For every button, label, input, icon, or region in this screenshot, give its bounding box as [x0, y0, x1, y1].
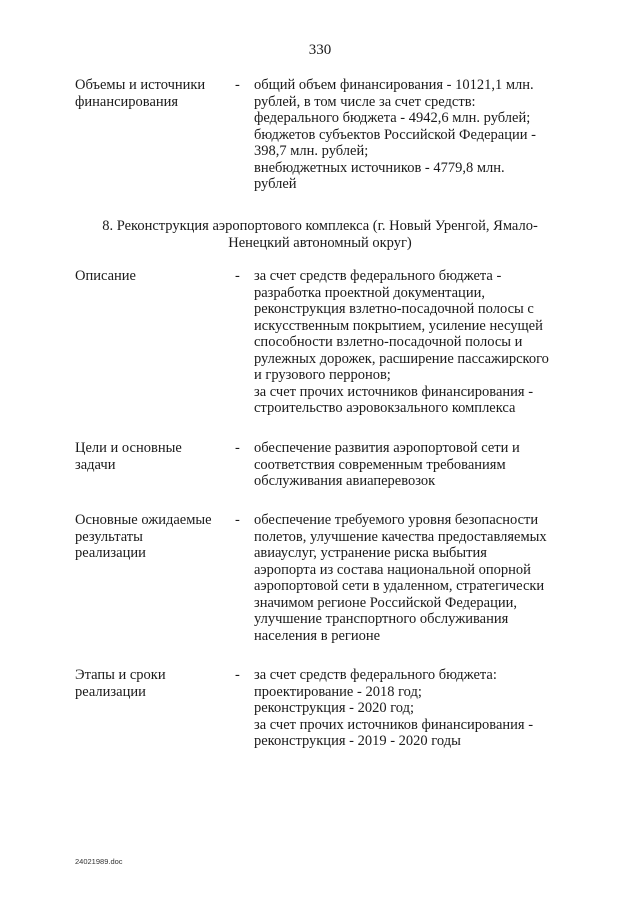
- desc-line: строительство аэровокзального комплекса: [254, 400, 516, 416]
- desc-line: общий объем финансирования - 10121,1 млн.: [254, 77, 534, 93]
- page-number: 330: [308, 42, 332, 58]
- desc-line: за счет прочих источников финансирования -: [254, 383, 534, 400]
- row-dash: -: [235, 667, 240, 683]
- description-text: [254, 268, 574, 417]
- desc-line: реконструкция взлетно-посадочной полосы с: [254, 301, 534, 317]
- desc-line: за счет средств федерального бюджета:: [254, 667, 497, 683]
- desc-line: реконструкция - 2020 год;: [254, 700, 415, 716]
- term-line: результаты: [75, 528, 143, 545]
- desc-line: аэропорта из состава национальной опорной: [254, 561, 531, 578]
- desc-line: рублей, в том числе за счет средств:: [254, 93, 476, 110]
- description-term: [75, 268, 235, 285]
- term-line: Основные ожидаемые: [75, 512, 212, 528]
- term-line: финансирования: [75, 93, 179, 110]
- row-dash: -: [235, 77, 240, 93]
- desc-line: рулежных дорожек, расширение пассажирского: [254, 350, 549, 367]
- desc-line: бюджетов субъектов Российской Федерации -: [254, 126, 536, 143]
- desc-line: аэропортовой сети в удаленном, стратегически: [254, 578, 545, 594]
- desc-line: способности взлетно-посадочной полосы и: [254, 334, 523, 350]
- term-line: реализации: [75, 545, 146, 561]
- row-dash: -: [235, 440, 240, 456]
- section-title: [0, 218, 640, 252]
- desc-line: населения в регионе: [254, 627, 381, 644]
- term-line: реализации: [75, 683, 146, 700]
- term-line: Объемы и источники: [75, 77, 206, 93]
- desc-line: авиауслуг, устранение риска выбытия: [254, 545, 487, 561]
- desc-line: реконструкция - 2019 - 2020 годы: [254, 733, 461, 749]
- desc-line: обеспечение развития аэропортовой сети и: [254, 440, 520, 456]
- financing-description: [254, 77, 574, 193]
- desc-line: соответствия современным требованиям: [254, 456, 506, 473]
- goals-term: [75, 440, 235, 473]
- financing-term: [75, 77, 235, 110]
- desc-line: 398,7 млн. рублей;: [254, 143, 369, 159]
- section-title-line: 8. Реконструкция аэропортового комплекса (г. Новый Уренгой, Ямало-: [102, 218, 538, 234]
- goals-text: [254, 440, 574, 490]
- desc-line: за счет средств федерального бюджета -: [254, 268, 502, 284]
- row-dash: -: [235, 512, 240, 528]
- term-line: Цели и основные: [75, 440, 182, 456]
- desc-line: обеспечение требуемого уровня безопасности: [254, 512, 539, 528]
- desc-line: искусственным покрытием, усиление несущей: [254, 317, 543, 334]
- row-dash: -: [235, 268, 240, 284]
- stages-text: [254, 667, 574, 750]
- section-title-line: Ненецкий автономный округ): [228, 235, 412, 251]
- desc-line: и грузового перронов;: [254, 367, 391, 383]
- desc-line: федерального бюджета - 4942,6 млн. рублей;: [254, 110, 531, 126]
- expected-results-term: [75, 512, 235, 562]
- footer-file-name: 24021989.doc: [75, 857, 123, 866]
- expected-results-text: [254, 512, 574, 644]
- desc-line: значимом регионе Российской Федерации,: [254, 594, 517, 611]
- desc-line: внебюджетных источников - 4779,8 млн.: [254, 159, 505, 176]
- desc-line: проектирование - 2018 год;: [254, 683, 422, 700]
- term-line: Описание: [75, 268, 136, 284]
- desc-line: рублей: [254, 176, 297, 192]
- term-line: Этапы и сроки: [75, 667, 166, 683]
- desc-line: за счет прочих источников финансирования -: [254, 716, 534, 733]
- desc-line: полетов, улучшение качества предоставляемых: [254, 528, 547, 545]
- desc-line: обслуживания авиаперевозок: [254, 473, 436, 489]
- desc-line: разработка проектной документации,: [254, 284, 485, 301]
- stages-term: [75, 667, 235, 700]
- term-line: задачи: [75, 456, 116, 473]
- desc-line: улучшение транспортного обслуживания: [254, 611, 509, 627]
